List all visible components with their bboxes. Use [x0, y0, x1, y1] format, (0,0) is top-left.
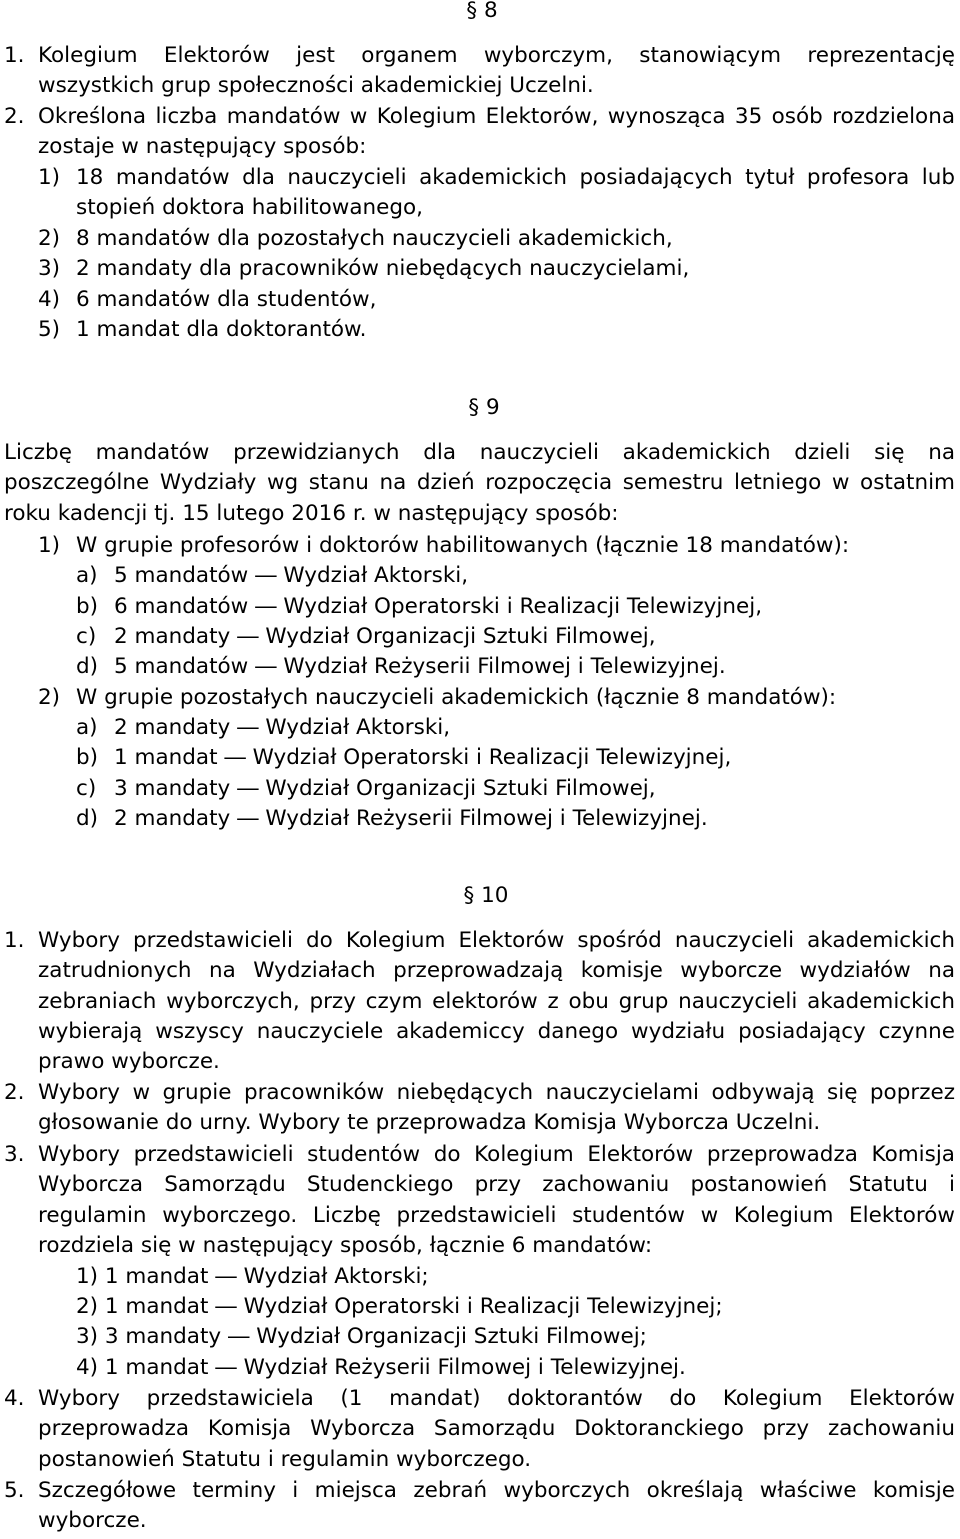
- s10-list-item-3: 3) 3 mandaty ― Wydział Organizacji Sztuki Filmowej;: [76, 1324, 647, 1349]
- s9-group-1-item-a-text: 5 mandatów ― Wydział Aktorski,: [114, 563, 469, 588]
- s8-list-item-1-text: 18 mandatów dla nauczycieli akademickich posiadających tytuł profesora lub stopień doktora habilitowanego,: [76, 165, 955, 221]
- s10-paragraph-3-number: 3.: [4, 1142, 25, 1167]
- s8-paragraph-1-number: 1.: [4, 43, 25, 68]
- section-10-heading: § 10: [463, 883, 509, 908]
- s9-group-2-item-d-letter: d): [76, 806, 99, 831]
- s9-group-2-item-c-letter: c): [76, 776, 97, 801]
- s10-paragraph-5-number: 5.: [4, 1478, 25, 1503]
- s10-list-item-4: 4) 1 mandat ― Wydział Reżyserii Filmowej i Telewizyjnej.: [76, 1355, 686, 1380]
- s9-group-1-item-c-text: 2 mandaty ― Wydział Organizacji Sztuki Filmowej,: [114, 624, 656, 649]
- s9-group-1-item-d-letter: d): [76, 654, 99, 679]
- s9-group-1-item-c-letter: c): [76, 624, 97, 649]
- s9-group-1-item-b-letter: b): [76, 594, 99, 619]
- s9-group-2-item-b-text: 1 mandat ― Wydział Operatorski i Realizacji Telewizyjnej,: [114, 745, 732, 770]
- s10-paragraph-4-text: Wybory przedstawiciela (1 mandat) doktorantów do Kolegium Elektorów przeprowadza Komisja Wyborcza Samorządu Doktoranckiego przy zachowaniu postanowień Statutu i regulamin wyborczego.: [38, 1386, 955, 1472]
- s9-group-2-item-d-text: 2 mandaty ― Wydział Reżyserii Filmowej i Telewizyjnej.: [114, 806, 708, 831]
- section-9-heading: § 9: [468, 395, 500, 420]
- s10-paragraph-1-text: Wybory przedstawicieli do Kolegium Elektorów spośród nauczycieli akademickich zatrudnionych na Wydziałach przeprowadzają komisje wyborcze wydziałów na zebraniach wyborczych, przy czym elektorów z obu grup nauczycieli akademickich wybierają wszyscy nauczyciele akademiccy danego wydziału posiadający czynne prawo wyborcze.: [38, 928, 955, 1075]
- s8-list-item-5-text: 1 mandat dla doktorantów.: [76, 317, 367, 342]
- s8-list-item-2-text: 8 mandatów dla pozostałych nauczycieli akademickich,: [76, 226, 673, 251]
- s9-group-1-text: W grupie profesorów i doktorów habilitowanych (łącznie 18 mandatów):: [76, 533, 850, 558]
- s8-list-item-4-text: 6 mandatów dla studentów,: [76, 287, 377, 312]
- s10-paragraph-2-number: 2.: [4, 1080, 25, 1105]
- s8-paragraph-2-number: 2.: [4, 104, 25, 129]
- s10-list-item-2: 2) 1 mandat ― Wydział Operatorski i Realizacji Telewizyjnej;: [76, 1294, 723, 1319]
- s9-group-1-item-b-text: 6 mandatów ― Wydział Operatorski i Realizacji Telewizyjnej,: [114, 594, 763, 619]
- section-8-heading: § 8: [466, 0, 498, 23]
- s9-group-1-item-d-text: 5 mandatów ― Wydział Reżyserii Filmowej i Telewizyjnej.: [114, 654, 726, 679]
- s8-list-item-3-text: 2 mandaty dla pracowników niebędących nauczycielami,: [76, 256, 690, 281]
- s10-paragraph-4-number: 4.: [4, 1386, 25, 1411]
- s10-paragraph-5-text: Szczegółowe terminy i miejsca zebrań wyborczych określają właściwe komisje wyborcze.: [38, 1478, 955, 1534]
- s9-group-2-item-b-letter: b): [76, 745, 99, 770]
- s9-group-2-item-a-letter: a): [76, 715, 98, 740]
- s8-list-item-3-number: 3): [38, 256, 61, 281]
- s10-paragraph-1-number: 1.: [4, 928, 25, 953]
- s9-group-2-text: W grupie pozostałych nauczycieli akademickich (łącznie 8 mandatów):: [76, 685, 837, 710]
- s8-paragraph-1-text: Kolegium Elektorów jest organem wyborczym, stanowiącym reprezentację wszystkich grup społeczności akademickiej Uczelni.: [38, 43, 955, 99]
- s9-intro-text: Liczbę mandatów przewidzianych dla nauczycieli akademickich dzieli się na poszczególne Wydziały wg stanu na dzień rozpoczęcia semestru letniego w ostatnim roku kadencji tj. 15 lutego 2016 r. w następujący sposób:: [4, 440, 955, 526]
- s10-paragraph-3-text: Wybory przedstawicieli studentów do Kolegium Elektorów przeprowadza Komisja Wyborcza Samorządu Studenckiego przy zachowaniu postanowień Statutu i regulamin wyborczego. Liczbę przedstawicieli studentów w Kolegium Elektorów rozdziela się w następujący sposób, łącznie 6 mandatów:: [38, 1142, 955, 1258]
- s10-list-item-1: 1) 1 mandat ― Wydział Aktorski;: [76, 1264, 429, 1289]
- s8-list-item-4-number: 4): [38, 287, 61, 312]
- s9-group-2-item-c-text: 3 mandaty ― Wydział Organizacji Sztuki Filmowej,: [114, 776, 656, 801]
- s9-group-2-item-a-text: 2 mandaty ― Wydział Aktorski,: [114, 715, 451, 740]
- s9-group-1-item-a-letter: a): [76, 563, 98, 588]
- s9-group-2-number: 2): [38, 685, 61, 710]
- s8-list-item-1-number: 1): [38, 165, 61, 190]
- s8-list-item-2-number: 2): [38, 226, 61, 251]
- s9-group-1-number: 1): [38, 533, 61, 558]
- s10-paragraph-2-text: Wybory w grupie pracowników niebędących nauczycielami odbywają się poprzez głosowanie do urny. Wybory te przeprowadza Komisja Wyborcza Uczelni.: [38, 1080, 955, 1136]
- s8-list-item-5-number: 5): [38, 317, 61, 342]
- s8-paragraph-2-text: Określona liczba mandatów w Kolegium Elektorów, wynosząca 35 osób rozdzielona zostaje w następujący sposób:: [38, 104, 955, 160]
